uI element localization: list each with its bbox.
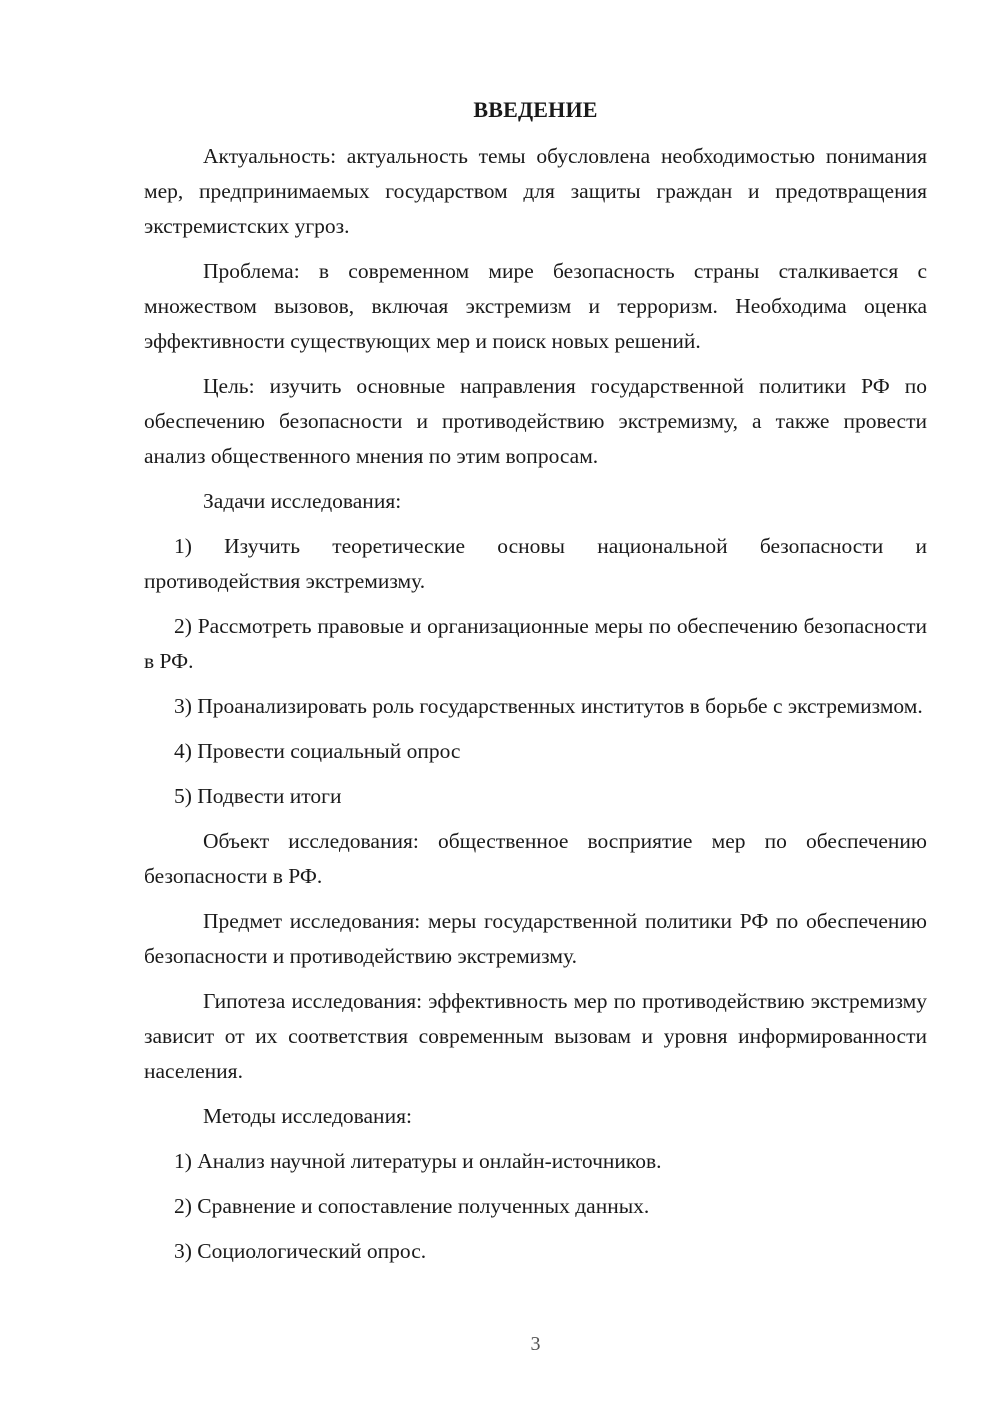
method-item: 1) Анализ научной литературы и онлайн-источников. [174,1149,662,1173]
section-heading: ВВЕДЕНИЕ [473,97,598,122]
page-number: 3 [530,1333,541,1355]
subject-paragraph: Предмет исследования: меры государственной политики РФ по обеспечению безопасности и противодействию экстремизму. [144,909,927,968]
hypothesis-paragraph: Гипотеза исследования: эффективность мер по противодействию экстремизму зависит от их соответствия современным вызовам и уровня информированности населения. [144,989,927,1083]
object-paragraph: Объект исследования: общественное восприятие мер по обеспечению безопасности в РФ. [144,829,927,888]
task-item: 2) Рассмотреть правовые и организационные меры по обеспечению безопасности в РФ. [144,614,927,673]
task-item: 5) Подвести итоги [174,784,342,808]
task-item: 1) Изучить теоретические основы национальной безопасности и противодействия экстремизму. [144,534,927,593]
relevance-paragraph: Актуальность: актуальность темы обусловлена необходимостью понимания мер, предпринимаемых государством для защиты граждан и предотвращения экстремистских угроз. [144,144,927,238]
method-item: 3) Социологический опрос. [174,1239,427,1263]
methods-title: Методы исследования: [203,1104,412,1128]
methods-list [144,1144,927,1269]
problem-paragraph: Проблема: в современном мире безопасность страны сталкивается с множеством вызовов, включая экстремизм и терроризм. Необходима оценка эффективности существующих мер и поиск новых решений. [144,259,927,353]
tasks-title: Задачи исследования: [203,489,402,513]
document-page [144,95,927,1279]
goal-paragraph: Цель: изучить основные направления государственной политики РФ по обеспечению безопасности и противодействию экстремизму, а также провести анализ общественного мнения по этим вопросам. [144,374,927,468]
method-item: 2) Сравнение и сопоставление полученных данных. [174,1194,650,1218]
task-item: 3) Проанализировать роль государственных институтов в борьбе с экстремизмом. [174,694,923,718]
task-item: 4) Провести социальный опрос [174,739,461,763]
tasks-list [144,529,927,814]
